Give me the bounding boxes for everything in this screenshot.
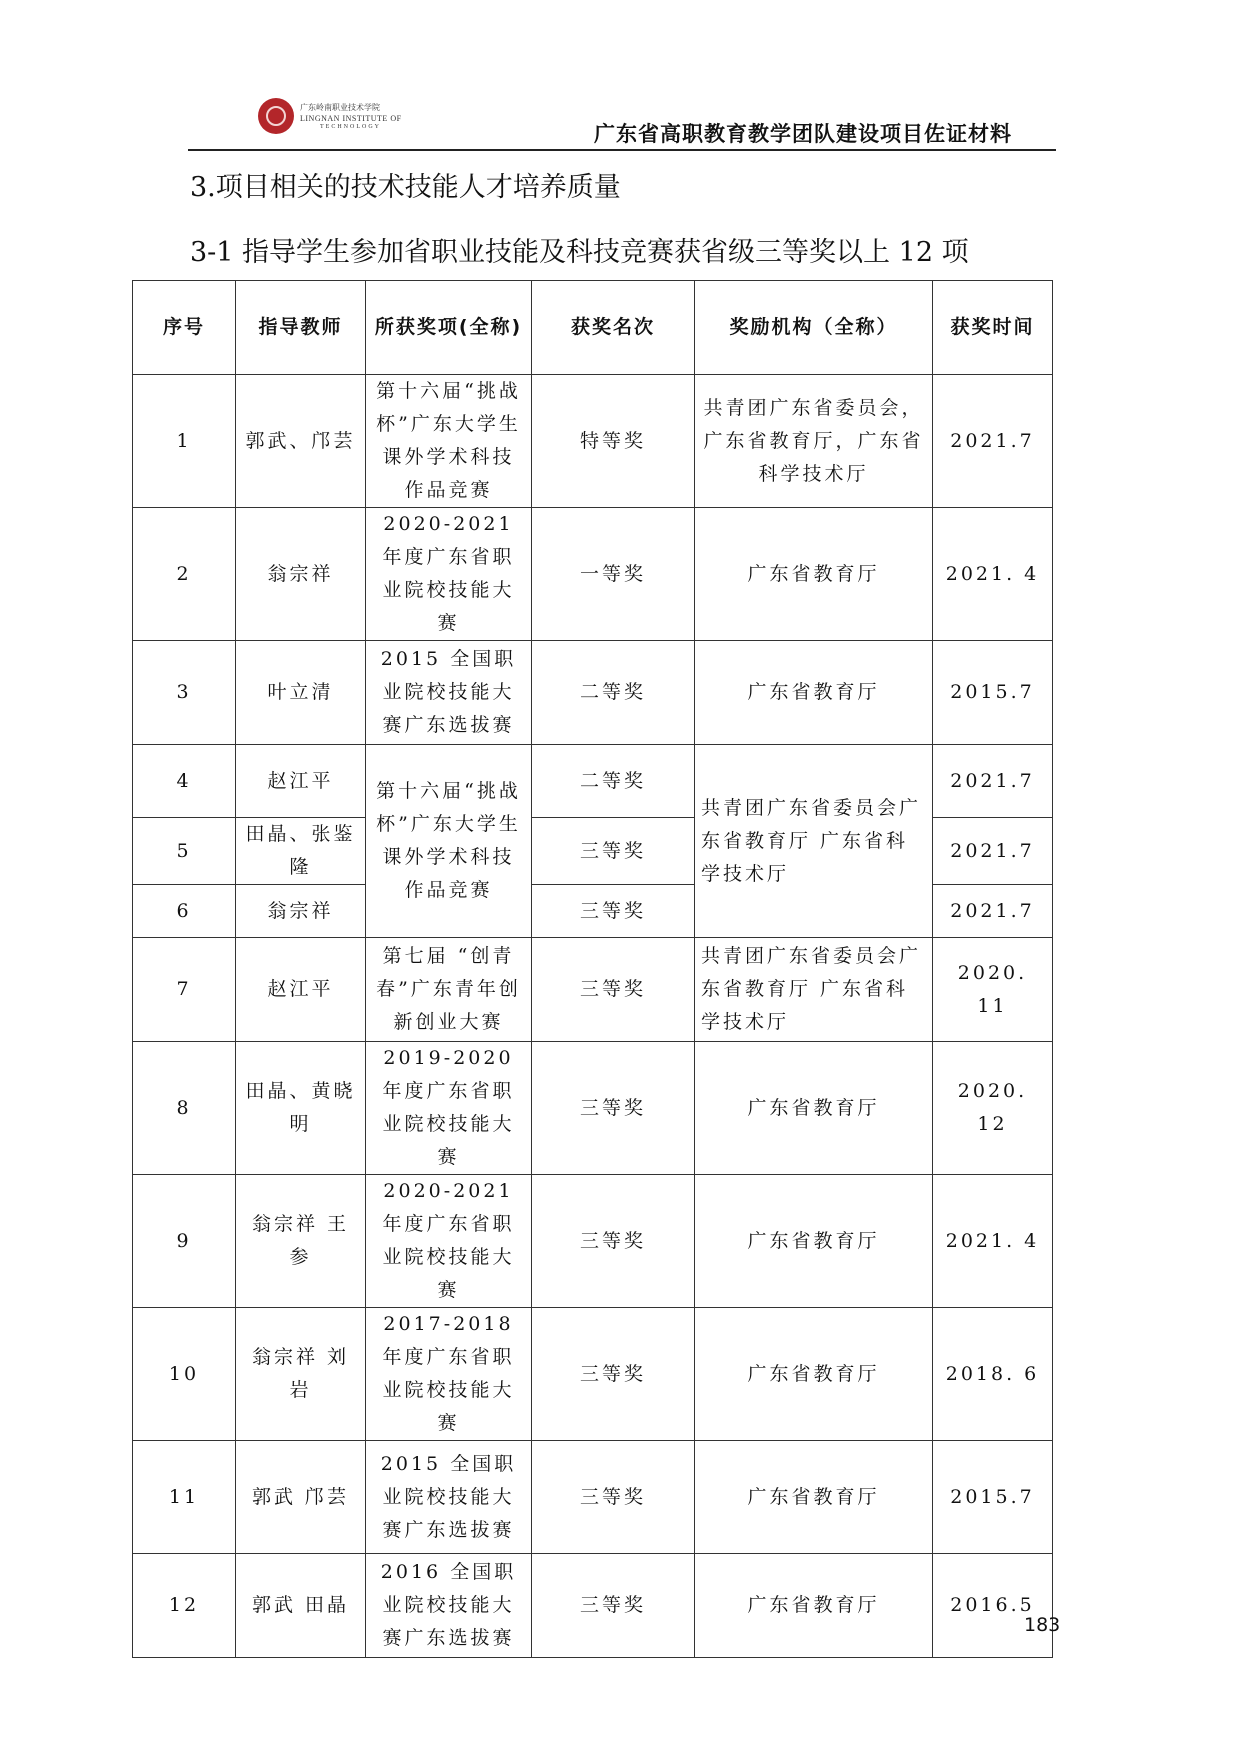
- table-row: [133, 938, 1053, 1042]
- table-row: [133, 1308, 1053, 1441]
- page-number: 183: [1024, 1614, 1061, 1636]
- cell-time: 2020. 12: [933, 1042, 1053, 1175]
- cell-no: 7: [133, 938, 236, 1042]
- cell-time: 2021.7: [933, 885, 1053, 938]
- cell-teacher: 郭武、邝芸: [236, 375, 366, 508]
- cell-rank: 三等奖: [532, 938, 695, 1042]
- cell-no: 8: [133, 1042, 236, 1175]
- cell-no: 6: [133, 885, 236, 938]
- cell-rank: 二等奖: [532, 641, 695, 745]
- cell-award: 第十六届“挑战杯”广东大学生课外学术科技作品竞赛: [366, 375, 532, 508]
- cell-org: 广东省教育厅: [695, 1042, 933, 1175]
- cell-teacher: 翁宗祥 王参: [236, 1175, 366, 1308]
- header-teacher: 指导教师: [236, 281, 366, 375]
- cell-org: 共青团广东省委员会，广东省教育厅，广东省科学技术厅: [695, 375, 933, 508]
- school-logo: [258, 98, 418, 138]
- cell-rank: 特等奖: [532, 375, 695, 508]
- cell-org: 共青团广东省委员会广东省教育厅 广东省科学技术厅: [695, 938, 933, 1042]
- cell-award: 第七届 “创青春”广东青年创新创业大赛: [366, 938, 532, 1042]
- cell-org: 广东省教育厅: [695, 1308, 933, 1441]
- cell-teacher: 田晶、黄晓明: [236, 1042, 366, 1175]
- cell-award: 2020-2021 年度广东省职业院校技能大赛: [366, 508, 532, 641]
- table-row: [133, 641, 1053, 745]
- cell-teacher: 翁宗祥: [236, 885, 366, 938]
- table-row: [133, 508, 1053, 641]
- cell-rank: 三等奖: [532, 1175, 695, 1308]
- table-row: [133, 375, 1053, 508]
- cell-time: 2021. 4: [933, 1175, 1053, 1308]
- header-award: 所获奖项(全称): [366, 281, 532, 375]
- cell-rank: 三等奖: [532, 1554, 695, 1658]
- cell-teacher: 赵江平: [236, 745, 366, 818]
- cell-no: 9: [133, 1175, 236, 1308]
- cell-teacher: 叶立清: [236, 641, 366, 745]
- logo-en-text-2: TECHNOLOGY: [320, 124, 381, 130]
- cell-org-merged: 共青团广东省委员会广东省教育厅 广东省科学技术厅: [695, 745, 933, 938]
- cell-teacher: 赵江平: [236, 938, 366, 1042]
- cell-time: 2021.7: [933, 745, 1053, 818]
- cell-org: 广东省教育厅: [695, 1554, 933, 1658]
- table-row: [133, 1042, 1053, 1175]
- cell-org: 广东省教育厅: [695, 508, 933, 641]
- cell-rank: 三等奖: [532, 1042, 695, 1175]
- logo-cn-text: 广东岭南职业技术学院: [300, 103, 380, 112]
- cell-no: 3: [133, 641, 236, 745]
- table-row: [133, 1175, 1053, 1308]
- cell-time: 2021. 4: [933, 508, 1053, 641]
- cell-award: 2019-2020 年度广东省职业院校技能大赛: [366, 1042, 532, 1175]
- cell-teacher: 翁宗祥: [236, 508, 366, 641]
- cell-org: 广东省教育厅: [695, 1175, 933, 1308]
- header-no: 序号: [133, 281, 236, 375]
- cell-award: 2016 全国职业院校技能大赛广东选拔赛: [366, 1554, 532, 1658]
- cell-teacher: 郭武 邝芸: [236, 1441, 366, 1554]
- cell-rank: 三等奖: [532, 885, 695, 938]
- cell-time: 2015.7: [933, 1441, 1053, 1554]
- awards-table: [132, 280, 1053, 1658]
- table-row: [133, 1554, 1053, 1658]
- cell-teacher: 田晶、张鉴隆: [236, 818, 366, 885]
- cell-rank: 三等奖: [532, 1441, 695, 1554]
- header-rank: 获奖名次: [532, 281, 695, 375]
- cell-rank: 三等奖: [532, 1308, 695, 1441]
- cell-award: 2020-2021 年度广东省职业院校技能大赛: [366, 1175, 532, 1308]
- logo-en-text: LINGNAN INSTITUTE OF: [300, 114, 402, 123]
- school-emblem-icon: [258, 98, 294, 134]
- cell-teacher: 郭武 田晶: [236, 1554, 366, 1658]
- header-time: 获奖时间: [933, 281, 1053, 375]
- cell-time: 2015.7: [933, 641, 1053, 745]
- section-title: 3.项目相关的技术技能人才培养质量: [190, 172, 621, 203]
- cell-no: 2: [133, 508, 236, 641]
- cell-no: 12: [133, 1554, 236, 1658]
- table-row: [133, 745, 1053, 818]
- cell-rank: 一等奖: [532, 508, 695, 641]
- cell-org: 广东省教育厅: [695, 641, 933, 745]
- header-org: 奖励机构（全称）: [695, 281, 933, 375]
- cell-no: 4: [133, 745, 236, 818]
- cell-time: 2018. 6: [933, 1308, 1053, 1441]
- cell-no: 11: [133, 1441, 236, 1554]
- table-row: [133, 1441, 1053, 1554]
- cell-rank: 三等奖: [532, 818, 695, 885]
- sub-title: 3-1 指导学生参加省职业技能及科技竞赛获省级三等奖以上 12 项: [190, 237, 969, 268]
- cell-no: 10: [133, 1308, 236, 1441]
- header-title: 广东省高职教育教学团队建设项目佐证材料: [594, 122, 1012, 146]
- cell-time: 2021.7: [933, 375, 1053, 508]
- cell-time: 2020. 11: [933, 938, 1053, 1042]
- cell-award-merged: 第十六届“挑战杯”广东大学生课外学术科技作品竞赛: [366, 745, 532, 938]
- cell-time: 2016.5: [933, 1554, 1053, 1658]
- cell-no: 1: [133, 375, 236, 508]
- table-header-row: [133, 281, 1053, 375]
- page-header: [188, 92, 1056, 151]
- cell-award: 2015 全国职业院校技能大赛广东选拔赛: [366, 641, 532, 745]
- cell-award: 2015 全国职业院校技能大赛广东选拔赛: [366, 1441, 532, 1554]
- cell-no: 5: [133, 818, 236, 885]
- cell-time: 2021.7: [933, 818, 1053, 885]
- cell-teacher: 翁宗祥 刘岩: [236, 1308, 366, 1441]
- cell-org: 广东省教育厅: [695, 1441, 933, 1554]
- cell-award: 2017-2018 年度广东省职业院校技能大赛: [366, 1308, 532, 1441]
- cell-rank: 二等奖: [532, 745, 695, 818]
